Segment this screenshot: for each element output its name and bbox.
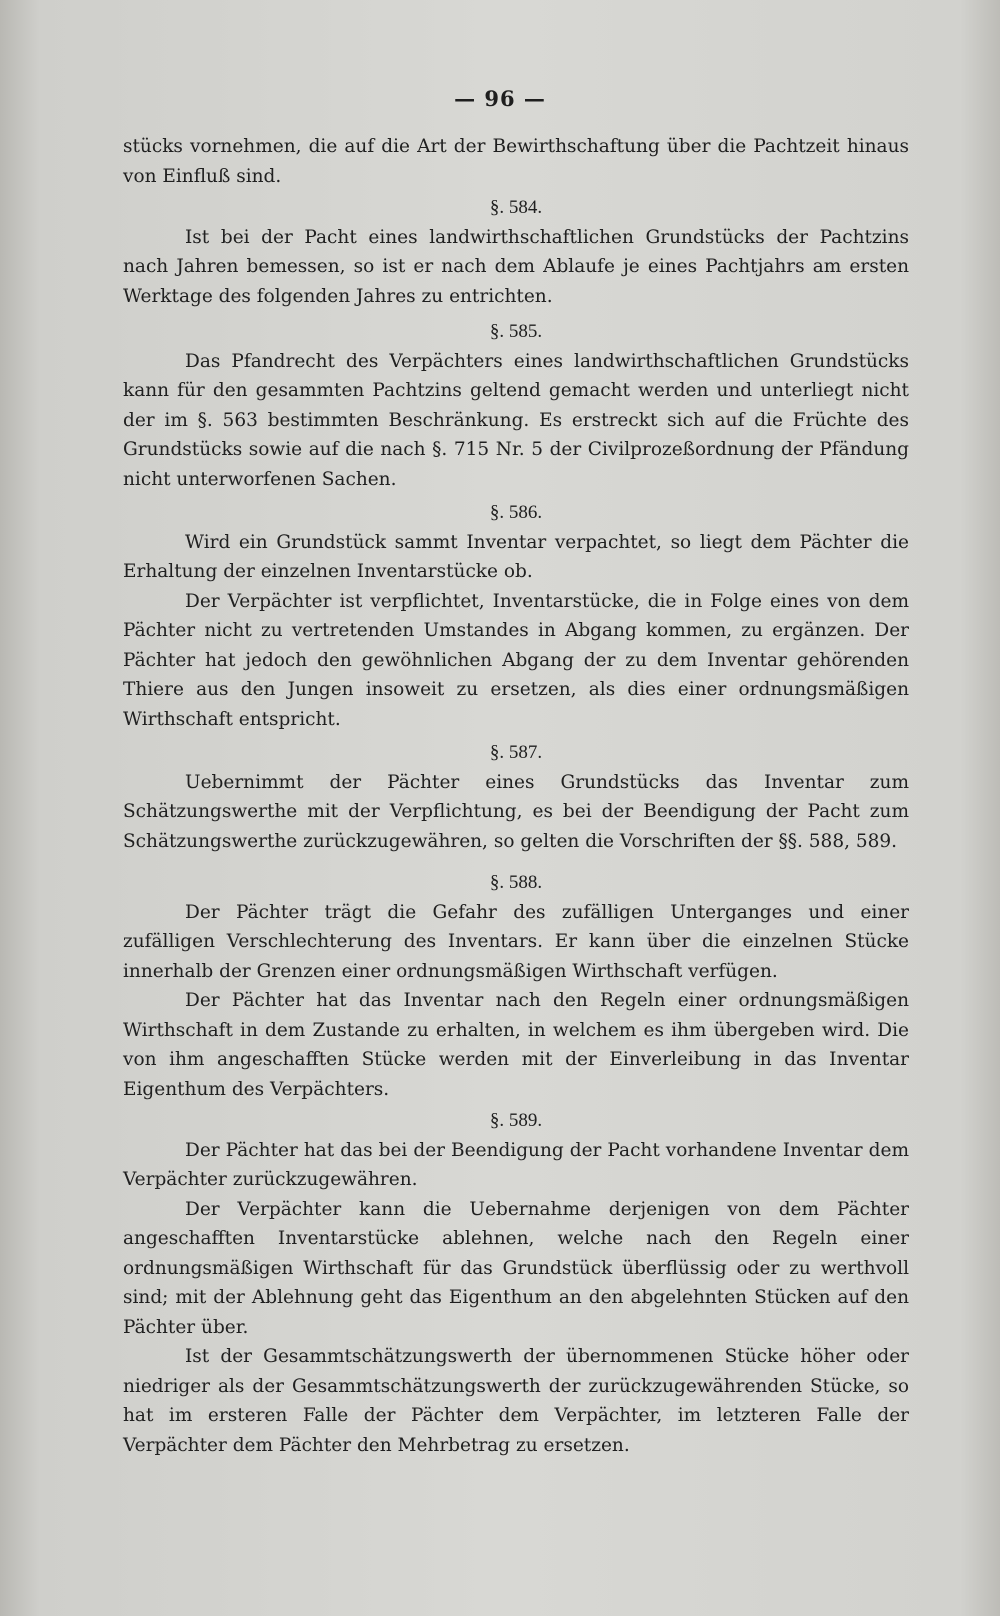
paragraph-584-1: Ist bei der Pacht eines landwirthschaftlichen Grundstücks der Pachtzins nach Jahren bemessen, so ist er nach dem Ablaufe je eines Pachtjahrs am ersten Werktage des folgenden Jahres zu entrichten. <box>123 226 909 307</box>
paragraph-continuation: stücks vornehmen, die auf die Art der Bewirthschaftung über die Pachtzeit hinaus von Einfluß sind. <box>123 136 909 187</box>
paragraph-587-1: Uebernimmt der Pächter eines Grundstücks das Inventar zum Schätzungswerthe mit der Verpflichtung, es bei der Beendigung der Pacht zum Schätzungswerthe zurückzugewähren, so gelten die Vorschriften der §§. 588, 589. <box>123 771 909 852</box>
paragraph-586-2: Der Verpächter ist verpflichtet, Inventarstücke, die in Folge eines von dem Pächter nicht zu vertretenden Umstandes in Abgang kommen, zu ergänzen. Der Pächter hat jedoch den gewöhnlichen Abgang der zu dem Inventar gehörenden Thiere aus den Jungen insoweit zu ersetzen, als dies einer ordnungsmäßigen Wirthschaft entspricht. <box>123 590 909 730</box>
section-heading-588: §. 588. <box>489 872 543 893</box>
section-heading-589: §. 589. <box>489 1110 543 1131</box>
page-number: — 96 — <box>454 86 546 111</box>
paragraph-588-1: Der Pächter trägt die Gefahr des zufälligen Unterganges und einer zufälligen Verschlechterung des Inventars. Er kann über die einzelnen Stücke innerhalb der Grenzen einer ordnungsmäßigen Wirthschaft verfügen. <box>123 901 909 982</box>
paragraph-586-1: Wird ein Grundstück sammt Inventar verpachtet, so liegt dem Pächter die Erhaltung der einzelnen Inventarstücke ob. <box>123 531 909 582</box>
page-body <box>123 132 909 1460</box>
paragraph-589-3: Ist der Gesammtschätzungswerth der übernommenen Stücke höher oder niedriger als der Gesammtschätzungswerth der zurückzugewährenden Stücke, so hat im ersteren Falle der Pächter dem Verpächter, im letzteren Falle der Verpächter dem Pächter den Mehrbetrag zu ersetzen. <box>123 1346 909 1456</box>
paragraph-585-1: Das Pfandrecht des Verpächters eines landwirthschaftlichen Grundstücks kann für den gesammten Pachtzins geltend gemacht werden und unterliegt nicht der im §. 563 bestimmten Beschränkung. Es erstreckt sich auf die Früchte des Grundstücks sowie auf die nach §. 715 Nr. 5 der Civilprozeßordnung der Pfändung nicht unterworfenen Sachen. <box>123 350 909 490</box>
section-heading-584: §. 584. <box>489 197 543 218</box>
paragraph-589-2: Der Verpächter kann die Uebernahme derjenigen von dem Pächter angeschafften Inventarstücke ablehnen, welche nach den Regeln einer ordnungsmäßigen Wirthschaft für das Grundstück überflüssig oder zu werthvoll sind; mit der Ablehnung geht das Eigenthum an den abgelehnten Stücken auf den Pächter über. <box>123 1198 909 1338</box>
paragraph-588-2: Der Pächter hat das Inventar nach den Regeln einer ordnungsmäßigen Wirthschaft in dem Zustande zu erhalten, in welchem es ihm übergeben wird. Die von ihm angeschafften Stücke werden mit der Einverleibung in das Inventar Eigenthum des Verpächters. <box>123 990 909 1100</box>
paragraph-589-1: Der Pächter hat das bei der Beendigung der Pacht vorhandene Inventar dem Verpächter zurückzugewähren. <box>123 1139 909 1190</box>
section-heading-585: §. 585. <box>489 321 543 342</box>
section-heading-586: §. 586. <box>489 502 543 523</box>
section-heading-587: §. 587. <box>489 742 543 763</box>
